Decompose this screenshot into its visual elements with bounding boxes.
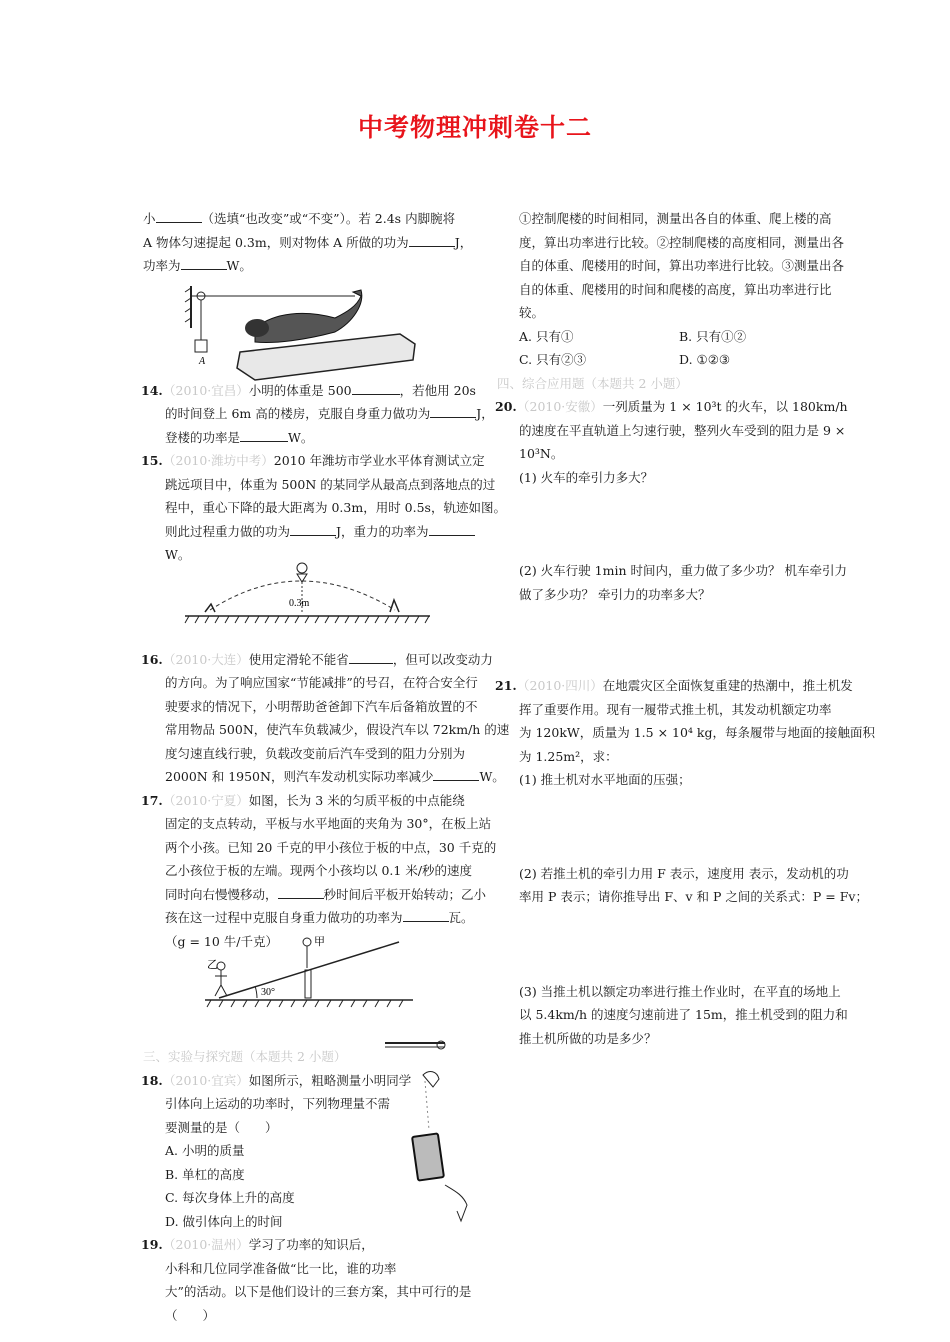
text-line: 固定的支点转动，平板与水平地面的夹角为 30°，在板上站 (165, 816, 492, 831)
text-line: 跳远项目中，体重为 500N 的某同学从最高点到落地点的过 (165, 476, 496, 492)
figure-long-jump (185, 560, 430, 630)
text-line: 功率为 W。 (143, 254, 476, 278)
text-line: 以 5.4km/h 的速度匀速前进了 15m，推土机受到的阻力和 (519, 1007, 848, 1022)
answer-blank[interactable] (240, 427, 288, 442)
answer-blank[interactable] (278, 884, 324, 899)
answer-blank[interactable] (349, 649, 393, 664)
question-19: 19.（2010·温州）学习了功率的知识后， (141, 1237, 374, 1252)
figure-seesaw (205, 930, 420, 1010)
figure-ankle-lift (185, 282, 425, 382)
text-line: 要测量的是（ ） (165, 1119, 278, 1135)
answer-blank[interactable] (181, 255, 227, 270)
sub-question: (3) 当推土机以额定功率进行推土作业时，在平直的场地上 (519, 983, 841, 999)
text-line: 孩在这一过程中克服自身重力做功的功率为 瓦。 (143, 906, 476, 930)
text-line: （g = 10 牛/千克） (165, 933, 279, 949)
text-line: 小 （选填“也改变”或“不变”）。若 2.4s 内脚腕将 (143, 207, 476, 231)
text-line: 同时向右慢慢移动， 秒时间后平板开始转动；乙小 (143, 883, 476, 907)
answer-blank[interactable] (156, 208, 202, 223)
text-line: 引体向上运动的功率时，下列物理量不需 (165, 1096, 391, 1111)
option-b[interactable]: B. 只有①② (679, 328, 747, 344)
option-a[interactable]: A. 小明的质量 (165, 1143, 245, 1158)
text-line: 较。 (519, 305, 545, 320)
option-c[interactable]: C. 每次身体上升的高度 (165, 1190, 295, 1205)
question-18: 18.（2010·宜宾）如图所示，粗略测量小明同学 (141, 1072, 412, 1088)
section-heading: 三、实验与探究题（本题共 2 小题） (143, 1049, 347, 1064)
option-d[interactable]: D. ①②③ (679, 352, 731, 367)
angle-label: 30° (261, 987, 275, 998)
text-line: 度匀速直线行驶，负载改变前后汽车受到的阻力分别为 (165, 745, 466, 761)
text-line: 的方向。为了响应国家“节能减排”的号召，在符合安全行 (165, 675, 478, 690)
sub-question: (1) 推土机对水平地面的压强； (519, 772, 691, 787)
text-line: （ ） (165, 1307, 216, 1323)
answer-blank[interactable] (429, 521, 475, 536)
answer-blank[interactable] (290, 521, 336, 536)
answer-blank[interactable] (433, 766, 479, 781)
answer-blank[interactable] (403, 907, 449, 922)
text-line: 的速度在平直轨道上匀速行驶，整列火车受到的阻力是 9 × (519, 422, 846, 438)
text-line: 推土机所做的功是多少？ (519, 1030, 657, 1046)
sub-question: (1) 火车的牵引力多大？ (519, 469, 654, 485)
text-line: 为 120kW，质量为 1.5 × 10⁴ kg，每条履带与地面的接触面积 (519, 725, 875, 740)
text-line: 常用物品 500N，使汽车负载减少，假设汽车以 72km/h 的速 (165, 722, 510, 737)
child-yi-label: 乙 (207, 959, 218, 971)
child-jia-label: 甲 (314, 936, 325, 948)
text-line: 两个小孩。已知 20 千克的甲小孩位于板的中点，30 千克的 (165, 839, 497, 855)
text-line: 做了多少功？ 牵引力的功率多大？ (519, 586, 711, 602)
section-heading: 四、综合应用题（本题共 2 小题） (497, 375, 688, 391)
text-line: 2000N 和 1950N，则汽车发动机实际功率减少 W。 (143, 765, 476, 789)
text-line: 的时间登上 6m 高的楼房，克服自身重力做功为 J， (143, 402, 476, 426)
text-line: 自的体重、爬楼用的时间和爬楼的高度，算出功率进行比 (519, 281, 832, 297)
text-line: 挥了重要作用。现有一履带式推土机，其发动机额定功率 (519, 701, 832, 717)
answer-blank[interactable] (430, 403, 476, 418)
option-b[interactable]: B. 单杠的高度 (165, 1166, 245, 1182)
text-line: ①控制爬楼的时间相同，测量出各自的体重、爬上楼的高 (519, 211, 832, 226)
right-column (495, 207, 875, 1050)
height-label: 0.3m (289, 598, 310, 609)
text-line: 大”的活动。以下是他们设计的三套方案，其中可行的是 (165, 1284, 472, 1299)
options-row (497, 325, 849, 349)
page-title: 中考物理冲刺卷十二 (357, 113, 592, 142)
option-a[interactable]: A. 只有① (519, 328, 574, 344)
option-c[interactable]: C. 只有②③ (519, 352, 587, 367)
sub-question: (2) 若推土机的牵引力用 F 表示，速度用 表示，发动机的功 (519, 865, 849, 881)
text-line: 度，算出功率进行比较。②控制爬楼的高度相同，测量出各 (519, 234, 845, 250)
text-line: 登楼的功率是 W。 (143, 426, 476, 450)
text-line: 率用 P 表示；请你推导出 F、v 和 P 之间的关系式：P = Fv； (519, 889, 868, 904)
text-line: W。 (165, 547, 191, 562)
question-20: 20.（2010·安徽）一列质量为 1 × 10³t 的火车，以 180km/h (495, 399, 848, 414)
text-line: 程中，重心下降的最大距离为 0.3m，用时 0.5s，轨迹如图。 (165, 500, 506, 515)
text-line: 则此过程重力做的功为 J，重力的功率为 (143, 520, 476, 544)
text-line: 为 1.25m²，求： (519, 748, 618, 764)
text-line: 自的体重、爬楼用的时间，算出功率进行比较。③测量出各 (519, 258, 845, 273)
answer-blank[interactable] (409, 232, 455, 247)
text-line: 小科和几位同学准备做“比一比，谁的功率 (165, 1260, 397, 1276)
text-line: A 物体匀速提起 0.3m，则对物体 A 所做的功为 J， (143, 231, 476, 255)
question-21: 21.（2010·四川）在地震灾区全面恢复重建的热潮中，推土机发 (495, 678, 853, 693)
text-line: 乙小孩位于板的左端。现两个小孩均以 0.1 米/秒的速度 (165, 863, 473, 878)
options-row (497, 348, 849, 372)
option-d[interactable]: D. 做引体向上的时间 (165, 1213, 283, 1229)
question-17: 17.（2010·宁夏）如图，长为 3 米的匀质平板的中点能绕 (141, 792, 465, 808)
question-14: 14.（2010·宜昌）小明的体重是 500 ，若他用 20s (143, 379, 476, 403)
text-line: 驶要求的情况下，小明帮助爸爸卸下汽车后备箱放置的不 (165, 698, 478, 714)
sub-question: (2) 火车行驶 1min 时间内，重力做了多少功？ 机车牵引力 (519, 563, 847, 578)
figure-pull-up (385, 1035, 485, 1225)
question-15: 15.（2010·潍坊中考）2010 年潍坊市学业水平体育测试立定 (141, 453, 485, 468)
weight-label: A (199, 356, 206, 367)
text-line: 10³N。 (519, 446, 564, 461)
question-16: 16.（2010·大连）使用定滑轮不能省 ，但可以改变动力 (143, 648, 476, 672)
